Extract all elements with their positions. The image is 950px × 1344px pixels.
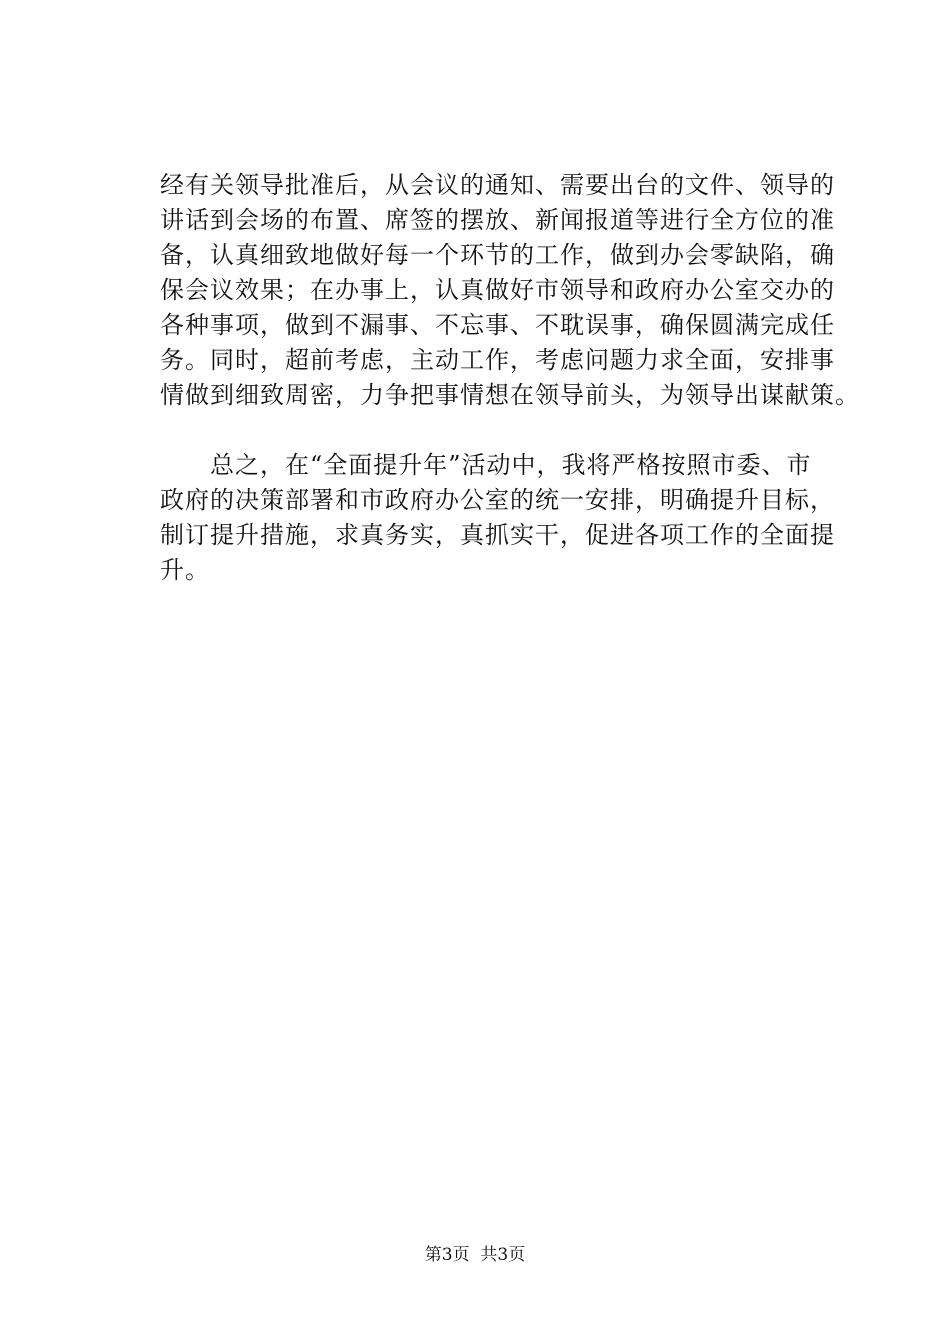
text-line: 务。同时，超前考虑，主动工作，考虑问题力求全面，安排事 bbox=[160, 346, 835, 374]
document-body bbox=[160, 168, 860, 588]
paragraph-1 bbox=[160, 168, 860, 413]
text-line: 备，认真细致地做好每一个环节的工作，做到办会零缺陷，确 bbox=[160, 241, 835, 269]
text-line: 讲话到会场的布置、席签的摆放、新闻报道等进行全方位的准 bbox=[160, 206, 835, 234]
text-line: 各种事项，做到不漏事、不忘事、不耽误事，确保圆满完成任 bbox=[160, 311, 835, 339]
paragraph-2 bbox=[160, 448, 835, 588]
text-line: 总之，在“全面提升年”活动中，我将严格按照市委、市 bbox=[160, 451, 812, 479]
text-line: 情做到细致周密，力争把事情想在领导前头，为领导出谋献策。 bbox=[160, 381, 860, 409]
text-line: 经有关领导批准后，从会议的通知、需要出台的文件、领导的 bbox=[160, 171, 835, 199]
text-line: 政府的决策部署和市政府办公室的统一安排，明确提升目标， bbox=[160, 486, 835, 514]
text-line: 保会议效果；在办事上，认真做好市领导和政府办公室交办的 bbox=[160, 276, 835, 304]
text-line: 升。 bbox=[160, 556, 210, 584]
page-footer: 第3页 共3页 bbox=[424, 1245, 526, 1265]
text-line: 制订提升措施，求真务实，真抓实干，促进各项工作的全面提 bbox=[160, 521, 835, 549]
